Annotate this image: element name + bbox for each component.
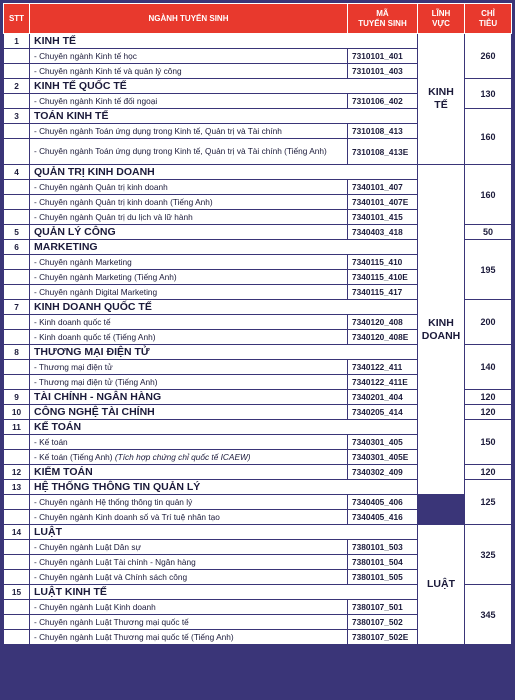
row-stt: 14: [4, 525, 30, 540]
admission-code: 7340403_418: [348, 225, 418, 240]
admission-code: 7340101_407: [348, 180, 418, 195]
row-stt: 10: [4, 405, 30, 420]
row-stt: 1: [4, 34, 30, 49]
specialization-name: - Chuyên ngành Marketing: [30, 255, 348, 270]
specialization-name: - Chuyên ngành Kinh tế học: [30, 49, 348, 64]
admission-code: 7340115_410: [348, 255, 418, 270]
row-stt: 8: [4, 345, 30, 360]
quota-cell: 195: [465, 240, 512, 300]
major-name: HỆ THỐNG THÔNG TIN QUẢN LÝ: [30, 480, 418, 495]
admission-code: 7340122_411: [348, 360, 418, 375]
admission-code: 7340301_405E: [348, 450, 418, 465]
field-luat: LUẬT: [418, 525, 465, 645]
header-nganh: NGÀNH TUYỂN SINH: [30, 4, 348, 34]
specialization-name: - Thương mại điện tử (Tiếng Anh): [30, 375, 348, 390]
specialization-name: - Chuyên ngành Hệ thống thông tin quản lý: [30, 495, 348, 510]
quota-cell: 345: [465, 585, 512, 645]
admission-code: 7340122_411E: [348, 375, 418, 390]
row-stt: 12: [4, 465, 30, 480]
specialization-name: - Kế toán (Tiếng Anh) (Tích hợp chứng chỉ quốc tế ICAEW): [30, 450, 348, 465]
specialization-name: - Chuyên ngành Toán ứng dụng trong Kinh tế, Quản trị và Tài chính (Tiếng Anh): [30, 139, 348, 165]
specialization-name: - Chuyên ngành Quản trị kinh doanh: [30, 180, 348, 195]
admission-code: 7340101_415: [348, 210, 418, 225]
row-stt: 9: [4, 390, 30, 405]
quota-cell: 120: [465, 390, 512, 405]
row-stt: 2: [4, 79, 30, 94]
admissions-table: [3, 3, 512, 645]
major-name: TÀI CHÍNH - NGÂN HÀNG: [30, 390, 348, 405]
specialization-name: - Chuyên ngành Luật Kinh doanh: [30, 600, 348, 615]
specialization-name: - Kinh doanh quốc tế: [30, 315, 348, 330]
specialization-note: (Tích hợp chứng chỉ quốc tế ICAEW): [114, 452, 251, 462]
major-name: MARKETING: [30, 240, 418, 255]
field-kinh-doanh: KINH DOANH: [418, 165, 465, 495]
quota-cell: 160: [465, 165, 512, 225]
admission-code: 7310106_402: [348, 94, 418, 109]
row-stt: 3: [4, 109, 30, 124]
major-name: CÔNG NGHỆ TÀI CHÍNH: [30, 405, 348, 420]
quota-cell: 325: [465, 525, 512, 585]
specialization-name: - Chuyên ngành Kinh tế và quản lý công: [30, 64, 348, 79]
specialization-name: - Chuyên ngành Quản trị kinh doanh (Tiếng Anh): [30, 195, 348, 210]
specialization-name: - Chuyên ngành Quản trị du lịch và lữ hành: [30, 210, 348, 225]
specialization-name: - Chuyên ngành Luật Dân sự: [30, 540, 348, 555]
field-kinh-te: KINH TẾ: [418, 34, 465, 165]
row-stt: 7: [4, 300, 30, 315]
table-row: [4, 165, 512, 180]
admission-code: 7310108_413E: [348, 139, 418, 165]
major-name: KINH TẾ QUỐC TẾ: [30, 79, 418, 94]
specialization-name: - Thương mại điện tử: [30, 360, 348, 375]
table-header-row: [4, 4, 512, 34]
major-name: THƯƠNG MẠI ĐIỆN TỬ: [30, 345, 418, 360]
admission-code: 7380101_503: [348, 540, 418, 555]
specialization-name: - Chuyên ngành Luật và Chính sách công: [30, 570, 348, 585]
admission-code: 7310101_403: [348, 64, 418, 79]
admission-code: 7310108_413: [348, 124, 418, 139]
admission-code: 7340115_417: [348, 285, 418, 300]
table-row: [4, 510, 512, 525]
header-linh-vuc: LĨNH VỰC: [418, 4, 465, 34]
admission-code: 7380101_505: [348, 570, 418, 585]
quota-cell: 140: [465, 345, 512, 390]
admission-code: 7340120_408E: [348, 330, 418, 345]
specialization-name: - Chuyên ngành Kinh tế đối ngoại: [30, 94, 348, 109]
table-row: [4, 525, 512, 540]
specialization-name: - Chuyên ngành Luật Thương mại quốc tế: [30, 615, 348, 630]
quota-cell: 125: [465, 480, 512, 525]
admission-code: 7380107_502: [348, 615, 418, 630]
major-name: LUẬT KINH TẾ: [30, 585, 418, 600]
specialization-name: - Chuyên ngành Toán ứng dụng trong Kinh tế, Quản trị và Tài chính: [30, 124, 348, 139]
quota-cell: 200: [465, 300, 512, 345]
specialization-name: - Chuyên ngành Kinh doanh số và Trí tuệ nhân tạo: [30, 510, 348, 525]
row-stt: 6: [4, 240, 30, 255]
major-name: LUẬT: [30, 525, 418, 540]
row-stt: 13: [4, 480, 30, 495]
specialization-name: - Chuyên ngành Digital Marketing: [30, 285, 348, 300]
header-stt: STT: [4, 4, 30, 34]
specialization-name: - Chuyên ngành Marketing (Tiếng Anh): [30, 270, 348, 285]
header-chi-tieu: CHỈ TIÊU: [465, 4, 512, 34]
major-name: TOÁN KINH TẾ: [30, 109, 418, 124]
quota-cell: 160: [465, 109, 512, 165]
major-name: KINH TẾ: [30, 34, 418, 49]
specialization-name: - Chuyên ngành Luật Thương mại quốc tế (Tiếng Anh): [30, 630, 348, 645]
quota-cell: 130: [465, 79, 512, 109]
major-name: QUẢN LÝ CÔNG: [30, 225, 348, 240]
admission-code: 7340201_404: [348, 390, 418, 405]
major-name: KINH DOANH QUỐC TẾ: [30, 300, 418, 315]
admission-code: 7340205_414: [348, 405, 418, 420]
major-name: QUẢN TRỊ KINH DOANH: [30, 165, 418, 180]
header-ma: MÃ TUYỂN SINH: [348, 4, 418, 34]
row-stt: 4: [4, 165, 30, 180]
admission-code: 7340405_416: [348, 510, 418, 525]
quota-cell: 50: [465, 225, 512, 240]
specialization-name: - Chuyên ngành Luật Tài chính - Ngân hàng: [30, 555, 348, 570]
quota-cell: 260: [465, 34, 512, 79]
row-stt: 11: [4, 420, 30, 435]
major-name: KIỂM TOÁN: [30, 465, 348, 480]
table-row: [4, 34, 512, 49]
quota-cell: 150: [465, 420, 512, 465]
admission-code: 7340302_409: [348, 465, 418, 480]
specialization-name: - Kế toán: [30, 435, 348, 450]
quota-cell: 120: [465, 465, 512, 480]
row-stt: 5: [4, 225, 30, 240]
admission-code: 7340405_406: [348, 495, 418, 510]
quota-cell: 120: [465, 405, 512, 420]
row-stt: 15: [4, 585, 30, 600]
admission-code: 7340101_407E: [348, 195, 418, 210]
specialization-name: - Kinh doanh quốc tế (Tiếng Anh): [30, 330, 348, 345]
admission-code: 7340301_405: [348, 435, 418, 450]
admission-code: 7380101_504: [348, 555, 418, 570]
admission-code: 7340120_408: [348, 315, 418, 330]
admission-code: 7340115_410E: [348, 270, 418, 285]
major-name: KẾ TOÁN: [30, 420, 418, 435]
table-row: [4, 495, 512, 510]
admission-code: 7380107_501: [348, 600, 418, 615]
admission-code: 7310101_401: [348, 49, 418, 64]
admission-code: 7380107_502E: [348, 630, 418, 645]
